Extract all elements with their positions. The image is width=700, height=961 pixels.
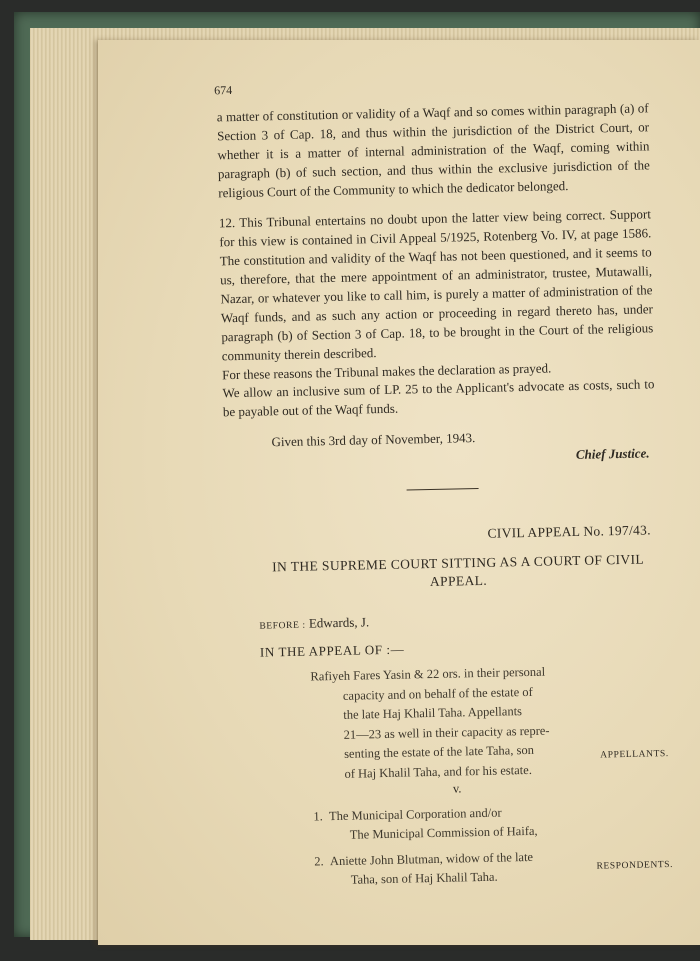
signature-chief-justice: Chief Justice. <box>575 445 650 462</box>
page-content <box>97 33 700 950</box>
appellant-block <box>310 662 596 785</box>
judge-name: Edwards, J. <box>308 614 370 631</box>
respondent-line: The Municipal Corporation and/or <box>328 805 502 824</box>
paragraph-12: 12. This Tribunal entertains no doubt upon the latter view being correct. Support for this view is contained in Civil Appeal 5/1925, Rotenberg Vo. IV, at page 1586. The constitution and validity of the Waqf has not been questioned, and it seems to us, therefore, that the mere appointment of an administrator, trustee, Mutawalli, Nazar, or whatever you like to call him, is purely a matter of administration of the Waqf funds, and as such any action or proceeding in regard thereto has, under paragraph (b) of Section 3 of Cap. 18, to be brought in the Court of the religious community therein described. <box>218 206 654 364</box>
before-label: BEFORE : <box>259 620 306 632</box>
respondents-label: RESPONDENTS. <box>596 859 674 872</box>
appellant-line: 21—23 as well in their capacity as repre- <box>343 723 550 742</box>
before-line <box>259 614 369 632</box>
appellant-line: of Haj Khalil Taha, and for his estate. <box>344 762 533 781</box>
versus: v. <box>452 781 462 796</box>
respondent-line: Taha, son of Haj Khalil Taha. <box>350 869 498 887</box>
respondent-2 <box>314 850 533 870</box>
respondent-number: 2. <box>314 854 324 869</box>
respondent-number: 1. <box>313 809 323 824</box>
paragraph-continuation: a matter of constitution or validity of a Waqf and so comes within paragraph (a) of Section 3 of Cap. 18, and thus within the jurisdiction of the District Court, or whether it is a matter of internal administration of the Waqf, coming within paragraph (b) of such section, and thus within the exclusive jurisdiction of the religious Court of the Community to which the dedicator belonged. <box>216 100 650 201</box>
appellant-line: Rafiyeh Fares Yasin & 22 ors. in their personal <box>310 664 546 684</box>
given-date-line: Given this 3rd day of November, 1943. <box>271 430 476 450</box>
appellant-line: capacity and on behalf of the estate of <box>342 684 533 703</box>
appellant-line: the late Haj Khalil Taha. Appellants <box>343 704 523 722</box>
paragraph-declaration: For these reasons the Tribunal makes the declaration as prayed. <box>221 360 552 383</box>
court-title: IN THE SUPREME COURT SITTING AS A COURT OF CIVIL APPEAL. <box>272 551 645 590</box>
book-page <box>98 40 700 945</box>
appellants-label: APPELLANTS. <box>600 749 669 761</box>
case-number: CIVIL APPEAL No. 197/43. <box>487 522 651 541</box>
appellant-line: senting the estate of the late Taha, son <box>343 742 535 761</box>
respondent-line: Aniette John Blutman, widow of the late <box>329 849 534 869</box>
page-number: 674 <box>214 83 233 98</box>
respondent-1 <box>313 806 501 825</box>
section-divider <box>407 488 479 491</box>
appeal-of-label: IN THE APPEAL OF :— <box>259 641 405 660</box>
respondent-line: The Municipal Commission of Haifa, <box>349 823 538 842</box>
paragraph-costs: We allow an inclusive sum of LP. 25 to the Applicant's advocate as costs, such to be payable out of the Waqf funds. <box>222 376 655 420</box>
